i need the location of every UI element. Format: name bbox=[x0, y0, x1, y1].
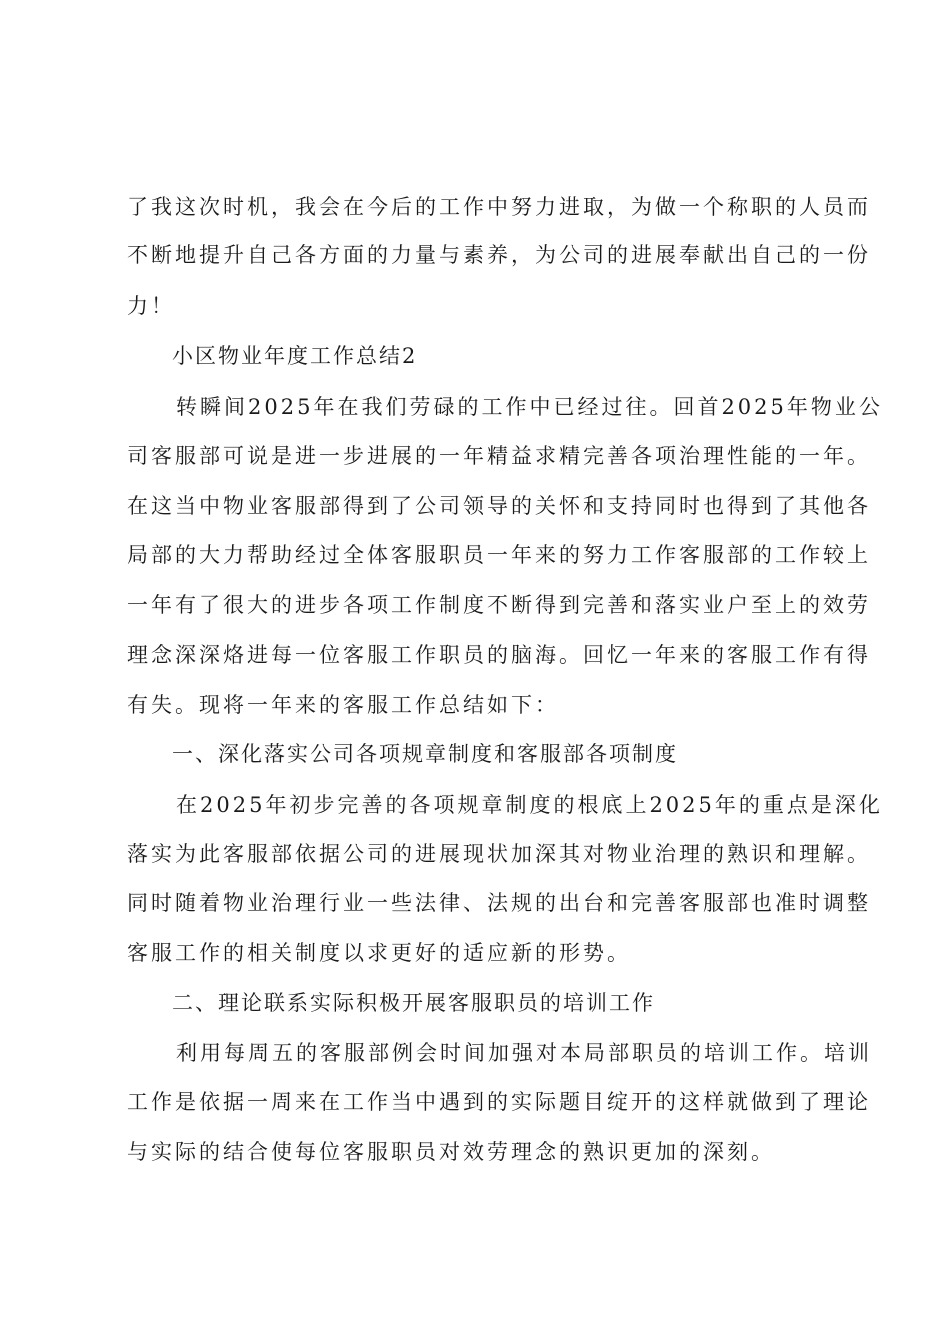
paragraph-line: 局部的大力帮助经过全体客服职员一年来的努力工作客服部的工作较上 bbox=[127, 543, 871, 567]
paragraph-line: 理念深深烙进每一位客服工作职员的脑海。回忆一年来的客服工作有得 bbox=[127, 643, 871, 667]
paragraph-line: 与实际的结合使每位客服职员对效劳理念的熟识更加的深刻。 bbox=[127, 1140, 775, 1164]
paragraph-line: 司客服部可说是进一步进展的一年精益求精完善各项治理性能的一年。 bbox=[127, 444, 871, 468]
section-heading: 一、深化落实公司各项规章制度和客服部各项制度 bbox=[172, 742, 678, 766]
paragraph-line: 力！ bbox=[127, 294, 175, 318]
paragraph-line: 不断地提升自己各方面的力量与素养，为公司的进展奉献出自己的一份 bbox=[127, 243, 871, 267]
section-title: 小区物业年度工作总结2 bbox=[172, 344, 418, 368]
paragraph-line: 利用每周五的客服部例会时间加强对本局部职员的培训工作。培训 bbox=[176, 1041, 872, 1065]
paragraph-line: 有失。现将一年来的客服工作总结如下： bbox=[127, 693, 559, 717]
paragraph-line: 同时随着物业治理行业一些法律、法规的出台和完善客服部也准时调整 bbox=[127, 891, 871, 915]
paragraph-line: 客服工作的相关制度以求更好的适应新的形势。 bbox=[127, 941, 631, 965]
paragraph-line: 了我这次时机，我会在今后的工作中努力进取，为做一个称职的人员而 bbox=[127, 195, 871, 219]
paragraph-line: 落实为此客服部依据公司的进展现状加深其对物业治理的熟识和理解。 bbox=[127, 842, 871, 866]
section-heading: 二、理论联系实际积极开展客服职员的培训工作 bbox=[172, 991, 655, 1015]
paragraph-line: 在这当中物业客服部得到了公司领导的关怀和支持同时也得到了其他各 bbox=[127, 494, 871, 518]
paragraph-line: 一年有了很大的进步各项工作制度不断得到完善和落实业户至上的效劳 bbox=[127, 593, 871, 617]
paragraph-line: 在2025年初步完善的各项规章制度的根底上2025年的重点是深化 bbox=[176, 793, 883, 817]
paragraph-line: 转瞬间2025年在我们劳碌的工作中已经过往。回首2025年物业公 bbox=[176, 395, 883, 419]
paragraph-line: 工作是依据一周来在工作当中遇到的实际题目绽开的这样就做到了理论 bbox=[127, 1090, 871, 1114]
